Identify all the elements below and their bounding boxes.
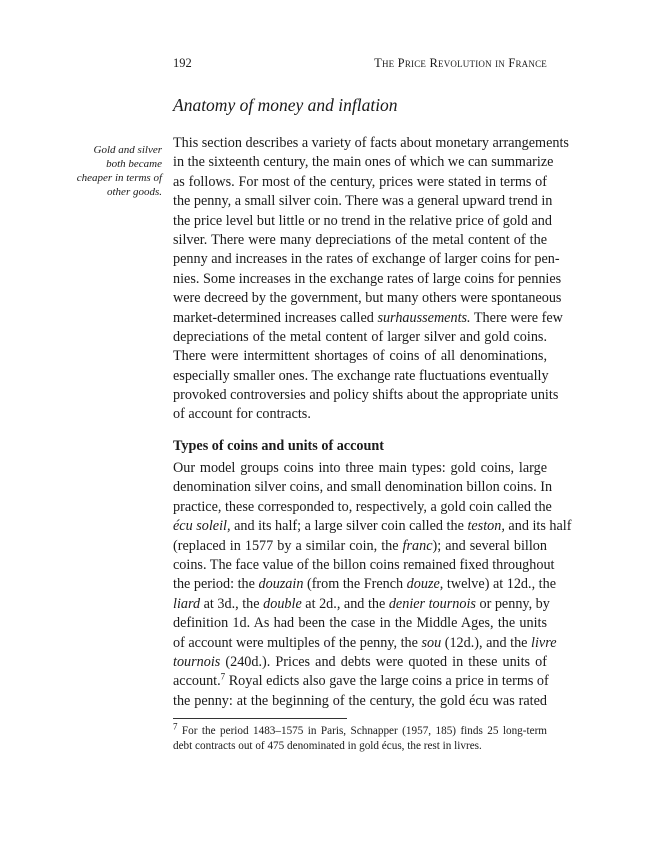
footnote xyxy=(173,721,547,754)
text-run: For the period 1483–1575 in Paris, Schnapper (1957, 185) finds 25 long-term xyxy=(177,725,547,737)
text-line: the penny, a small silver coin. There was a general upward trend in xyxy=(173,193,553,210)
running-head xyxy=(173,56,547,72)
footnote-divider xyxy=(173,718,347,719)
text-line xyxy=(173,653,547,672)
text-line: of account for contracts. xyxy=(173,406,311,423)
italic-term: liard xyxy=(173,595,201,612)
text-run: , and its half; a large silver coin called the xyxy=(226,518,468,535)
subsection-heading: Types of coins and units of account xyxy=(173,438,385,454)
text-line: especially smaller ones. The exchange rate fluctuations eventually xyxy=(173,367,549,384)
text-run: at 2d., and the xyxy=(301,595,389,612)
text-run: (240d.). Prices and debts were quoted in these units of xyxy=(220,653,547,670)
text-line xyxy=(173,575,557,594)
margin-note-line: Gold and silver xyxy=(93,144,162,156)
text-line xyxy=(173,634,557,653)
text-line: Our model groups coins into three main types: gold coins, large xyxy=(173,460,547,476)
text-run: account. xyxy=(173,673,221,690)
text-line: penny and increases in the rates of exchange of larger coins for pen- xyxy=(173,251,560,268)
footnote-marker[interactable]: 7 xyxy=(220,671,226,682)
italic-term: livre xyxy=(531,634,557,651)
text-line xyxy=(173,537,547,556)
section-title: Anatomy of money and inflation xyxy=(173,95,398,115)
margin-note-line: other goods. xyxy=(107,186,162,198)
text-line: depreciations of the metal content of larger silver and gold coins. xyxy=(173,328,547,345)
text-line: in the sixteenth century, the main ones of which we can summarize xyxy=(173,154,554,171)
text-line xyxy=(173,517,572,536)
text-run: at 3d., the xyxy=(200,595,264,612)
text-line: provoked controversies and policy shifts about the appropriate units xyxy=(173,387,559,404)
text-line: There were intermittent shortages of coins of all denominations, xyxy=(173,348,547,365)
italic-term: douzain xyxy=(258,576,304,593)
text-line: were decreed by the government, but many others were spontaneous xyxy=(173,290,562,307)
text-run: ); and several billon xyxy=(432,537,547,554)
italic-term: double xyxy=(263,595,302,612)
text-line: nies. Some increases in the exchange rates of large coins for pennies xyxy=(173,270,562,287)
text-line: silver. There were many depreciations of the metal content of the xyxy=(173,231,547,248)
text-line: definition 1d. As had been the case in the Middle Ages, the units xyxy=(173,615,547,632)
italic-term: sou xyxy=(421,634,442,651)
text-line: This section describes a variety of facts about monetary arrangements xyxy=(173,135,569,151)
text-run: There were few xyxy=(470,309,563,326)
text-run: or penny, by xyxy=(475,595,550,612)
text-run: the period: the xyxy=(173,576,259,593)
page-number: 192 xyxy=(173,56,192,70)
text-line xyxy=(173,595,550,614)
italic-term: franc xyxy=(402,537,433,554)
text-run: market-determined increases called xyxy=(173,309,378,326)
text-line xyxy=(173,672,547,691)
text-line: denomination silver coins, and small denomination billon coins. In xyxy=(173,479,553,496)
text-line xyxy=(173,309,563,328)
text-run: (12d.), and the xyxy=(441,634,532,651)
text-run: of account were multiples of the penny, the xyxy=(173,634,422,651)
italic-term: teston, xyxy=(467,518,505,535)
text-run: Royal edicts also gave the large coins a price in terms of xyxy=(225,673,549,690)
running-title: The Price Revolution in France xyxy=(374,56,547,70)
italic-term: écu soleil xyxy=(173,518,227,535)
margin-note-line: cheaper in terms of xyxy=(76,172,162,184)
text-line: coins. The face value of the billon coins remained fixed throughout xyxy=(173,556,555,573)
italic-term: surhaussements. xyxy=(377,309,471,326)
text-line: practice, these corresponded to, respectively, a gold coin called the xyxy=(173,498,552,515)
margin-note-line: both became xyxy=(106,158,162,170)
italic-term: denier tournois xyxy=(388,595,476,612)
footnote-line: debt contracts out of 475 denominated in gold écus, the rest in livres. xyxy=(173,740,482,752)
text-line: the penny: at the beginning of the century, the gold écu was rated xyxy=(173,692,547,709)
text-line: the price level but little or no trend in the relative price of gold and xyxy=(173,212,552,229)
paragraph-summary xyxy=(173,134,569,425)
text-line: as follows. For most of the century, prices were stated in terms of xyxy=(173,173,547,190)
paragraph-coin-types xyxy=(173,459,572,711)
text-run: and its half xyxy=(504,518,572,535)
text-run: (from the French xyxy=(303,576,407,593)
footnote-line xyxy=(173,721,547,739)
italic-term: tournois xyxy=(173,653,221,670)
italic-term: douze xyxy=(406,576,440,593)
text-run: (replaced in 1577 by a similar coin, the xyxy=(173,537,403,554)
footnote-number: 7 xyxy=(173,721,178,732)
text-run: , twelve) at 12d., the xyxy=(439,576,557,593)
